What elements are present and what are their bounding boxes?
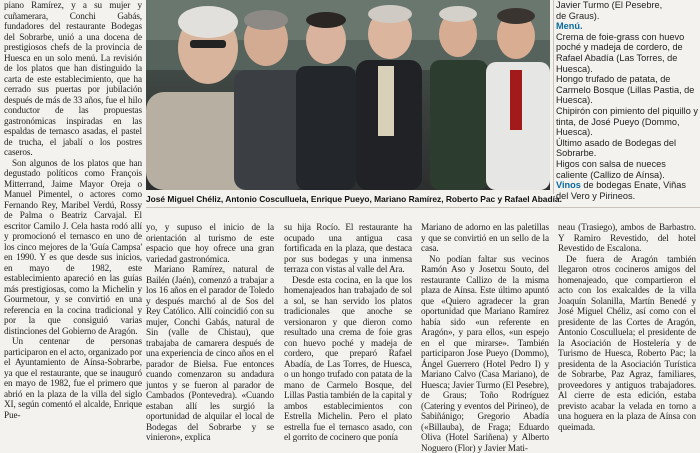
menu-item: Chipirón con pimiento del piquillo y tinta, de José Pueyo (Dommo, Huesca). bbox=[556, 106, 700, 138]
paragraph: Un centenar de personas participaron en el acto, organizado por el Ayuntamiento de Aínsa-Sobrarbe, ya que el restaurante, que se inauguró en mayo de 1982, fue el primero que abrió en la plaza de la villa del siglo XI, según comentó el alcalde, Enrique Pue- bbox=[4, 336, 142, 420]
menu-item: Higos con salsa de nueces caliente (Callizo de Aínsa). bbox=[556, 159, 700, 180]
paragraph: Desde esta cocina, en la que los homenajeados han trabajado de sol a sol, se han servido los platos tradicionales que anoche se versionaron y que dieron como resultado una crema de foie gras con huevo poché y madeja de cordero, que preparó Rafael Abadía, de Las Torres, de Huesca, o un hongo trufado con patata de la mano de Carmelo Bosque, del Lillas Pastia también de la capital y ambos establecimientos con Estrella Michelin. Pero el plato estrella fue el ternasco asado, con el gorrito de cocinero que ponía bbox=[284, 275, 412, 443]
article-column-2 bbox=[146, 222, 274, 441]
wines-label: Vinos bbox=[556, 180, 581, 190]
article-column-1 bbox=[4, 0, 142, 441]
sidebar-line: Javier Turmo (El Pesebre, bbox=[556, 0, 700, 11]
column-divider bbox=[553, 0, 554, 194]
article-column-3 bbox=[284, 222, 412, 441]
article-column-5 bbox=[558, 222, 696, 441]
paragraph: neau (Trasiego), ambos de Barbastro. Y Ramiro Revestido, del hotel Revestido de Escalona. bbox=[558, 222, 696, 254]
horizontal-rule bbox=[146, 207, 700, 208]
news-photo bbox=[146, 0, 550, 190]
menu-item: Hongo trufado de patata, de Carmelo Bosque (Lillas Pastia, de Huesca). bbox=[556, 74, 700, 106]
paragraph: su hija Rocío. El restaurante ha ocupado una antigua casa fortificada en la plaza, que destaca por sus bodegas y una inmensa terraza con vistas al valle del Ara. bbox=[284, 222, 412, 275]
menu-sidebar bbox=[556, 0, 700, 194]
paragraph: Son algunos de los platos que han degustado políticos como François Mitterrand, Jaime Mayor Oreja o Manuel Pimentel, o actores como Fernando Rey, Maribel Verdú, Rossy de Palma o Beatriz Carvajal. El escritor Camilo J. Cela hasta rodó allí y promocionó el ternasco en uno de los cinco mejores de la 'Guía Campsa' en 1990. Y es que desde sus inicios, en mayo de 1982, este establecimiento apareció en las guías más prestigiosas, como la Michelin y Gourmetour, y se convirtió en una referencia en la cocina tradicional y por la que consiguió varias distinciones del Gobierno de Aragón. bbox=[4, 158, 142, 337]
paragraph: Mariano de adorno en las paletillas y que se convirtió en un sello de la casa. bbox=[421, 222, 549, 254]
paragraph: Mariano Ramírez, natural de Bailén (Jaén), comenzó a trabajar a los 16 años en el parador de Toledo y después marchó al de Sos del Rey Católico. Allí coincidió con su mujer, Conchi Gabás, natural de Sin (valle de Chistau), que trabajaba de camarera después de una experiencia de cinco años en el parador de Bielsa. Fue entonces cuando comenzaron su andadura juntos y se fueron al parador de Cambados (Pontevedra). «Cuando estaban allí les surgió la oportunidad de alquilar el local de Bodegas del Sobrarbe y se vinieron», explica bbox=[146, 264, 274, 443]
paragraph: yo, y supuso el inicio de la orientación al turismo de este espacio que hoy ofrece una gran variedad gastronómica. bbox=[146, 222, 274, 264]
menu-item: Crema de foie-grass con huevo poché y madeja de cordero, de Rafael Abadía (Las Torres, de Huesca). bbox=[556, 32, 700, 74]
sidebar-line: de Graus). bbox=[556, 11, 700, 22]
menu-item: Último asado de Bodegas del Sobrarbe. bbox=[556, 138, 700, 159]
paragraph: piano Ramírez, y a su mujer y cuñamerara, Conchi Gabás, fundadores del restaurante Bodegas del Sobrarbe, unió a una docena de prestigiosos chefs de la provincia de Huesca en un solo menú. La revisión de los platos que han distinguido la carta de este establecimiento, que ha cerrado sus puertas por jubilación después de más de 33 años, fue el hilo conductor de las propuestas gastronómicas inspiradas en las espaldas de ternasco asadas, el pastel de trucha, el jabalí o los postres caseros. bbox=[4, 0, 142, 158]
paragraph: De fuera de Aragón también llegaron otros cocineros amigos del homenajeado, que compartieron el acto con los exalcaldes de la villa Joaquín Solanilla, Martín Benedé y José Miguel Chéliz, así como con el presidente de las Cortes de Aragón, Antonio Cosculluela; el presidente de la Asociación de Hostelería y de Turismo de Huesca, Roberto Pac; la presidenta de la Asociación Turística de Sobrarbe, Paz Agraz, familiares, proveedores y antiguos trabajadores. Al cierre de esta edición, estaba previsto acabar la velada en torno a una hoguera en la plaza de Aínsa con queimada. bbox=[558, 254, 696, 433]
article-column-4 bbox=[421, 222, 549, 441]
people-photo-illustration bbox=[146, 0, 550, 190]
paragraph: No podían faltar sus vecinos Ramón Aso y Josetxu Souto, del restaurante Callizo de la misma plaza de Aínsa. Este último apuntó que «Quiero agradecer la gran oportunidad que Mariano Ramírez había sido «un referente en Aragón», y para ellos, «un espejo en el que mirarse». También participaron Jose Pueyo (Dommo), Ángel Guerrero (Hotel Pedro I) y Mariano Calvo (Casa Mariano), de Huesca; Javier Turmo (El Pesebre), de Graus; Toño Rodríguez (Catering y eventos del Pirineo), de Sabiñánigo; Gregorio Abadía («Billauba), de Fraga; Eduardo Oliva (Hotel Sariñena) y Alberto Noguero (Flor) y Javier Mati- bbox=[421, 254, 549, 453]
wines-line bbox=[556, 180, 700, 201]
menu-heading: Menú. bbox=[556, 21, 700, 32]
wines-text: de bodegas Enate, Viñas del Vero y Pirineos. bbox=[556, 180, 686, 201]
photo-caption: José Miguel Chéliz, Antonio Cosculluela, Enrique Pueyo, Mariano Ramírez, Roberto Pac y Rafael Abadía. bbox=[146, 192, 556, 206]
